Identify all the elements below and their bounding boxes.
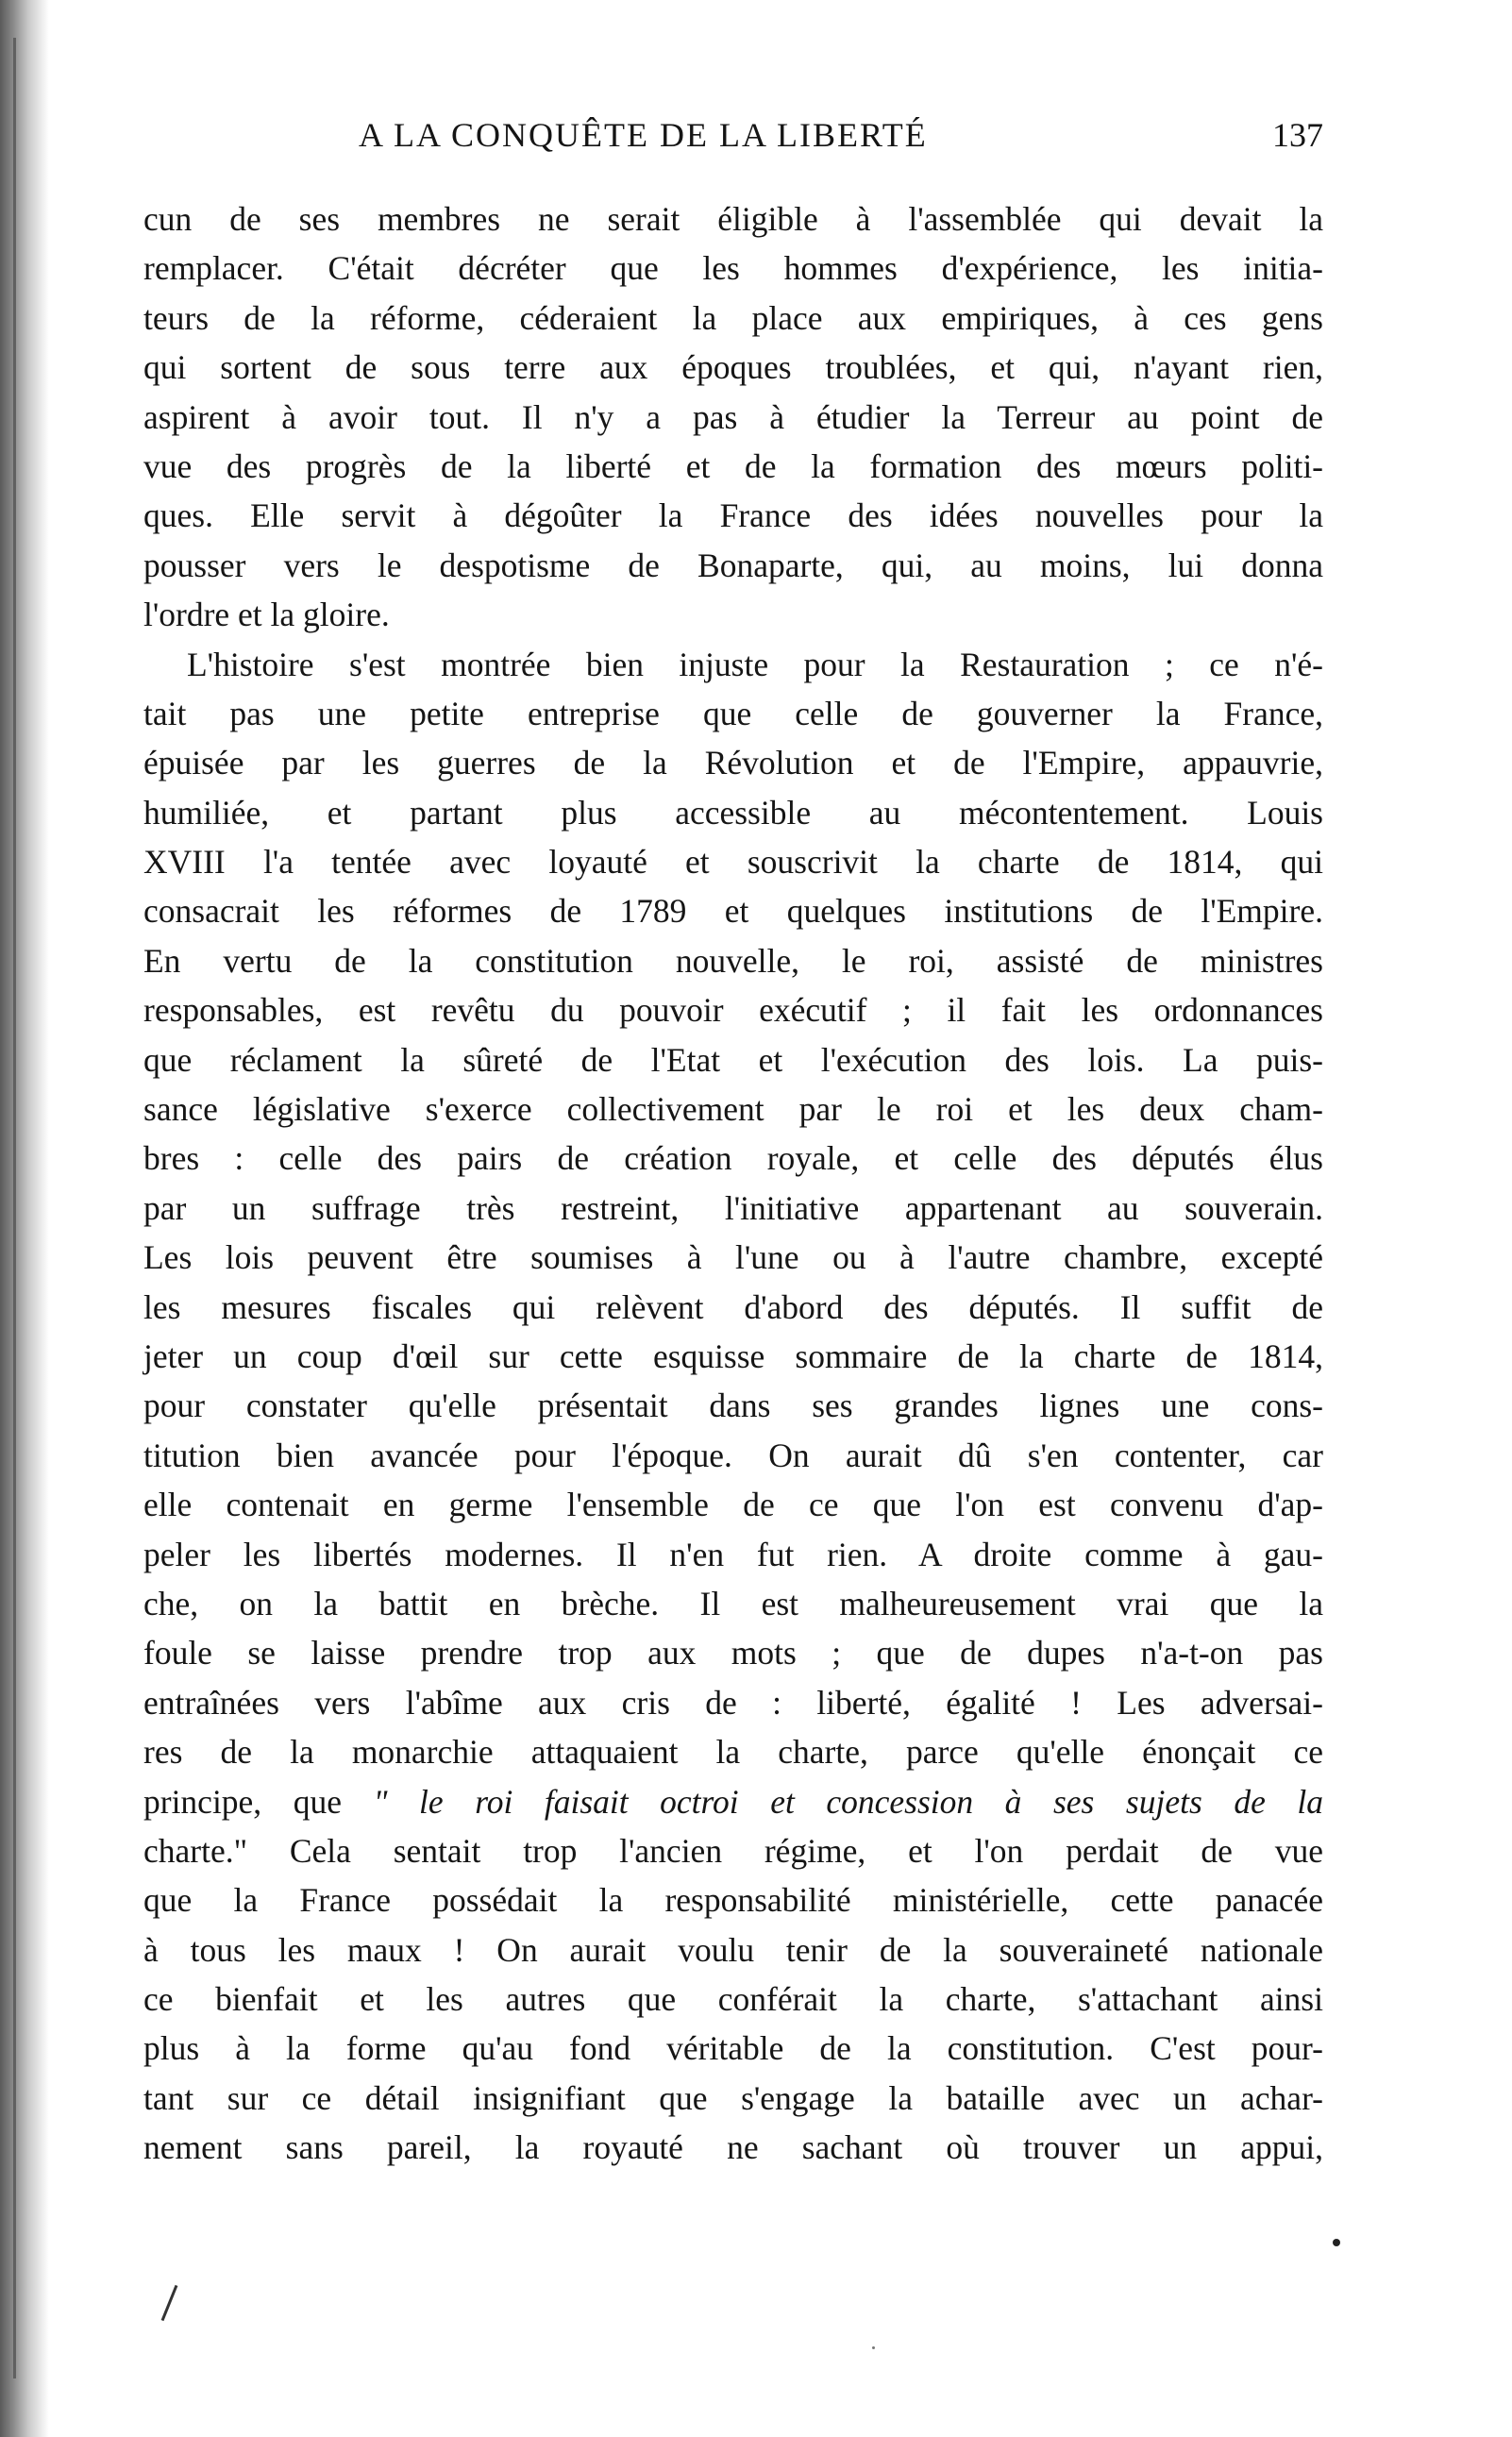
pencil-mark	[161, 2285, 178, 2321]
binding-shadow	[0, 0, 49, 2437]
text-line: par un suffrage très restreint, l'initiative appartenant au souverain.	[143, 1188, 1323, 1227]
text-line: peler les libertés modernes. Il n'en fut rien. A droite comme à gau-	[143, 1535, 1323, 1573]
text-line: sance législative s'exerce collectivement par le roi et les deux cham-	[143, 1090, 1323, 1129]
body-text	[143, 194, 1323, 2173]
text-line: à tous les maux ! On aurait voulu tenir de la souveraineté nationale	[143, 1930, 1323, 1969]
ink-speck	[1333, 2239, 1340, 2246]
text-line: jeter un coup d'œil sur cette esquisse sommaire de la charte de 1814,	[143, 1336, 1323, 1375]
text-line: titution bien avancée pour l'époque. On aurait dû s'en contenter, car	[143, 1436, 1323, 1474]
text-line: vue des progrès de la liberté et de la formation des mœurs politi-	[143, 446, 1323, 485]
quote-lead-in: principe, que	[143, 1782, 342, 1821]
text-line: elle contenait en germe l'ensemble de ce que l'on est convenu d'ap-	[143, 1486, 1323, 1524]
binding-gutter-line	[13, 38, 16, 2378]
text-line: charte." Cela sentait trop l'ancien régime, et l'on perdait de vue	[143, 1831, 1323, 1870]
text-line: ce bienfait et les autres que conférait la charte, s'attachant ainsi	[143, 1980, 1323, 2019]
text-line: res de la monarchie attaquaient la charte, parce qu'elle énonçait ce	[143, 1733, 1323, 1772]
text-line: ques. Elle servit à dégoûter la France des idées nouvelles pour la	[143, 496, 1323, 535]
text-line: responsables, est revêtu du pouvoir exécutif ; il fait les ordonnances	[143, 991, 1323, 1030]
text-line: XVIII l'a tentée avec loyauté et souscrivit la charte de 1814, qui	[143, 843, 1323, 882]
page-number: 137	[1272, 116, 1323, 154]
text-line: pour constater qu'elle présentait dans ses grandes lignes une cons-	[143, 1387, 1323, 1425]
text-line: remplacer. C'était décréter que les hommes d'expérience, les initia-	[143, 249, 1323, 288]
quoted-italic: " le roi faisait octroi et concession à ses sujets de la	[373, 1782, 1324, 1821]
text-line: consacrait les réformes de 1789 et quelques institutions de l'Empire.	[143, 892, 1323, 931]
text-line: tant sur ce détail insignifiant que s'engage la bataille avec un achar-	[143, 2078, 1323, 2117]
text-line: aspirent à avoir tout. Il n'y a pas à étudier la Terreur au point de	[143, 397, 1323, 436]
ink-speck	[872, 2346, 875, 2349]
text-line: bres : celle des pairs de création royale, et celle des députés élus	[143, 1139, 1323, 1178]
text-line: tait pas une petite entreprise que celle de gouverner la France,	[143, 694, 1323, 732]
text-line: foule se laisse prendre trop aux mots ; que de dupes n'a-t-on pas	[143, 1634, 1323, 1672]
text-line: l'ordre et la gloire.	[143, 596, 390, 634]
text-line: les mesures fiscales qui relèvent d'abord des députés. Il suffit de	[143, 1287, 1323, 1326]
text-line: cun de ses membres ne serait éligible à l'assemblée qui devait la	[143, 200, 1323, 238]
text-line: humiliée, et partant plus accessible au mécontentement. Louis	[143, 793, 1323, 832]
text-line: che, on la battit en brèche. Il est malheureusement vrai que la	[143, 1584, 1323, 1622]
text-line: En vertu de la constitution nouvelle, le roi, assisté de ministres	[143, 941, 1323, 980]
text-line: que réclament la sûreté de l'Etat et l'exécution des lois. La puis-	[143, 1040, 1323, 1079]
text-line: nement sans pareil, la royauté ne sachant où trouver un appui,	[143, 2128, 1323, 2167]
text-line: épuisée par les guerres de la Révolution et de l'Empire, appauvrie,	[143, 744, 1323, 782]
text-line-with-quote	[143, 1777, 1323, 1826]
paragraph-first-line: L'histoire s'est montrée bien injuste pour la Restauration ; ce n'é-	[187, 645, 1323, 683]
text-line: teurs de la réforme, céderaient la place aux empiriques, à ces gens	[143, 298, 1323, 337]
running-header	[170, 115, 1331, 172]
text-line: Les lois peuvent être soumises à l'une ou à l'autre chambre, excepté	[143, 1238, 1323, 1277]
text-line: qui sortent de sous terre aux époques troublées, et qui, n'ayant rien,	[143, 348, 1323, 387]
text-line: pousser vers le despotisme de Bonaparte, qui, au moins, lui donna	[143, 546, 1323, 584]
text-line: plus à la forme qu'au fond véritable de la constitution. C'est pour-	[143, 2029, 1323, 2068]
running-title: A LA CONQUÊTE DE LA LIBERTÉ	[359, 116, 928, 154]
text-line: entraînées vers l'abîme aux cris de : liberté, égalité ! Les adversai-	[143, 1683, 1323, 1722]
text-line: que la France possédait la responsabilité ministérielle, cette panacée	[143, 1881, 1323, 1920]
